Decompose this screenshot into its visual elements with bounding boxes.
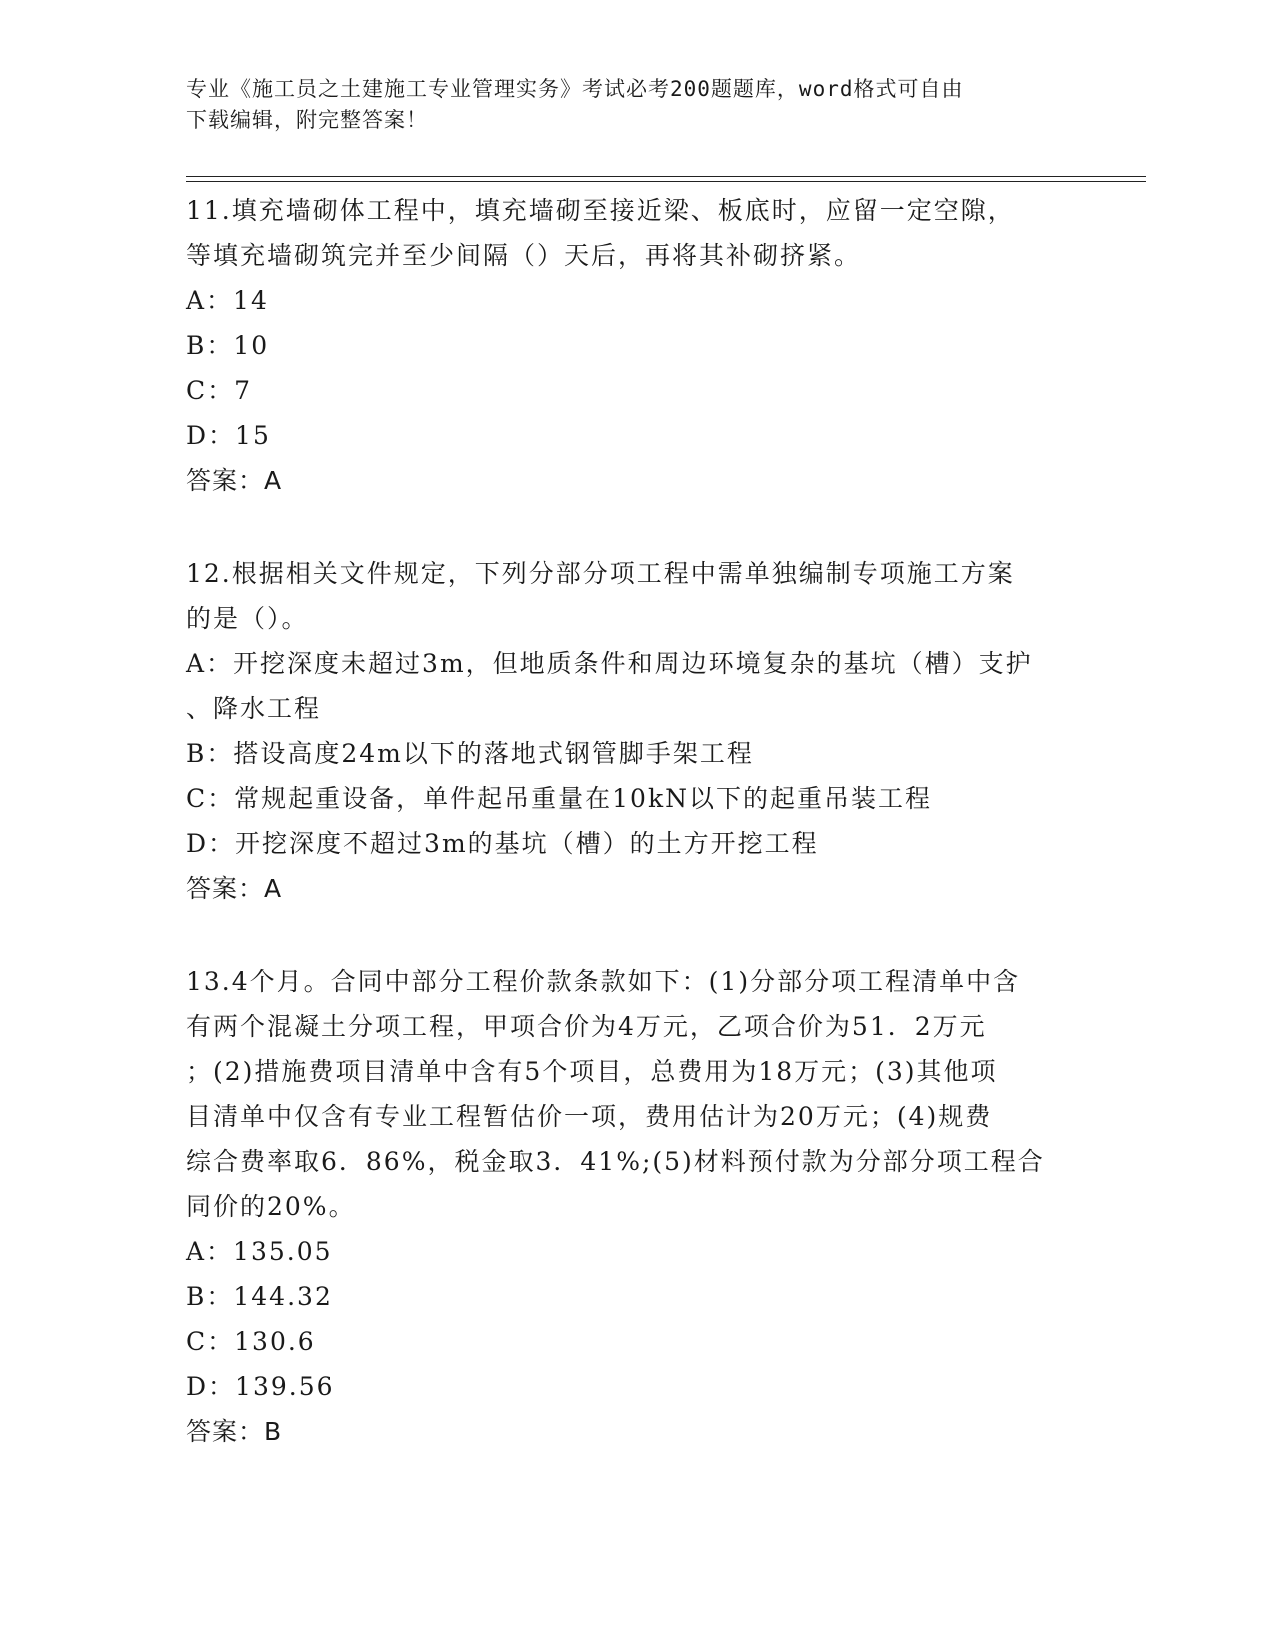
option-a: A：135.05 [186, 1237, 333, 1266]
question-stem-line: ；(2)措施费项目清单中含有5个项目，总费用为18万元；(3)其他项 [186, 1057, 998, 1086]
question-stem-line: 的是（）。 [186, 604, 309, 633]
option-d: D：139.56 [186, 1372, 335, 1401]
question-stem-line: 有两个混凝土分项工程，甲项合价为4万元，乙项合价为51．2万元 [186, 1012, 987, 1041]
option-c: C：常规起重设备，单件起吊重量在10kN以下的起重吊装工程 [186, 784, 932, 813]
option-a: A：14 [186, 286, 269, 315]
question-stem-line: 等填充墙砌筑完并至少间隔（）天后，再将其补砌挤紧。 [186, 241, 862, 270]
header-divider-top [186, 176, 1146, 177]
option-b: B：搭设高度24m以下的落地式钢管脚手架工程 [186, 739, 754, 768]
answer: 答案：A [186, 874, 283, 903]
option-b: B：10 [186, 331, 270, 360]
question-12 [186, 551, 1086, 911]
answer: 答案：B [186, 1417, 283, 1446]
header-line-2: 下载编辑，附完整答案！ [186, 108, 428, 132]
option-c: C：7 [186, 376, 253, 405]
question-stem-line: 同价的20%。 [186, 1192, 356, 1221]
option-d: D：开挖深度不超过3m的基坑（槽）的土方开挖工程 [186, 829, 819, 858]
header-divider-bottom [186, 181, 1146, 182]
option-a: A：开挖深度未超过3m，但地质条件和周边环境复杂的基坑（槽）支护 [186, 649, 1033, 678]
option-d: D：15 [186, 421, 271, 450]
question-stem-line: 目清单中仅含有专业工程暂估价一项，费用估计为20万元；(4)规费 [186, 1102, 993, 1131]
question-stem-line: 12.根据相关文件规定，下列分部分项工程中需单独编制专项施工方案 [186, 559, 1015, 588]
option-c: C：130.6 [186, 1327, 316, 1356]
header-line-1: 专业《施工员之土建施工专业管理实务》考试必考200题题库，word格式可自由 [186, 77, 964, 101]
question-11 [186, 188, 1086, 503]
answer: 答案：A [186, 466, 283, 495]
option-a-continued: 、降水工程 [186, 694, 322, 723]
question-stem-line: 综合费率取6．86%，税金取3．41%;(5)材料预付款为分部分项工程合 [186, 1147, 1045, 1176]
question-stem-line: 13.4个月。合同中部分工程价款条款如下：(1)分部分项工程清单中含 [186, 967, 1021, 996]
question-13 [186, 959, 1086, 1454]
option-b: B：144.32 [186, 1282, 333, 1311]
document-header [186, 74, 1066, 136]
question-stem-line: 11.填充墙砌体工程中，填充墙砌至接近梁、板底时，应留一定空隙， [186, 196, 1015, 225]
